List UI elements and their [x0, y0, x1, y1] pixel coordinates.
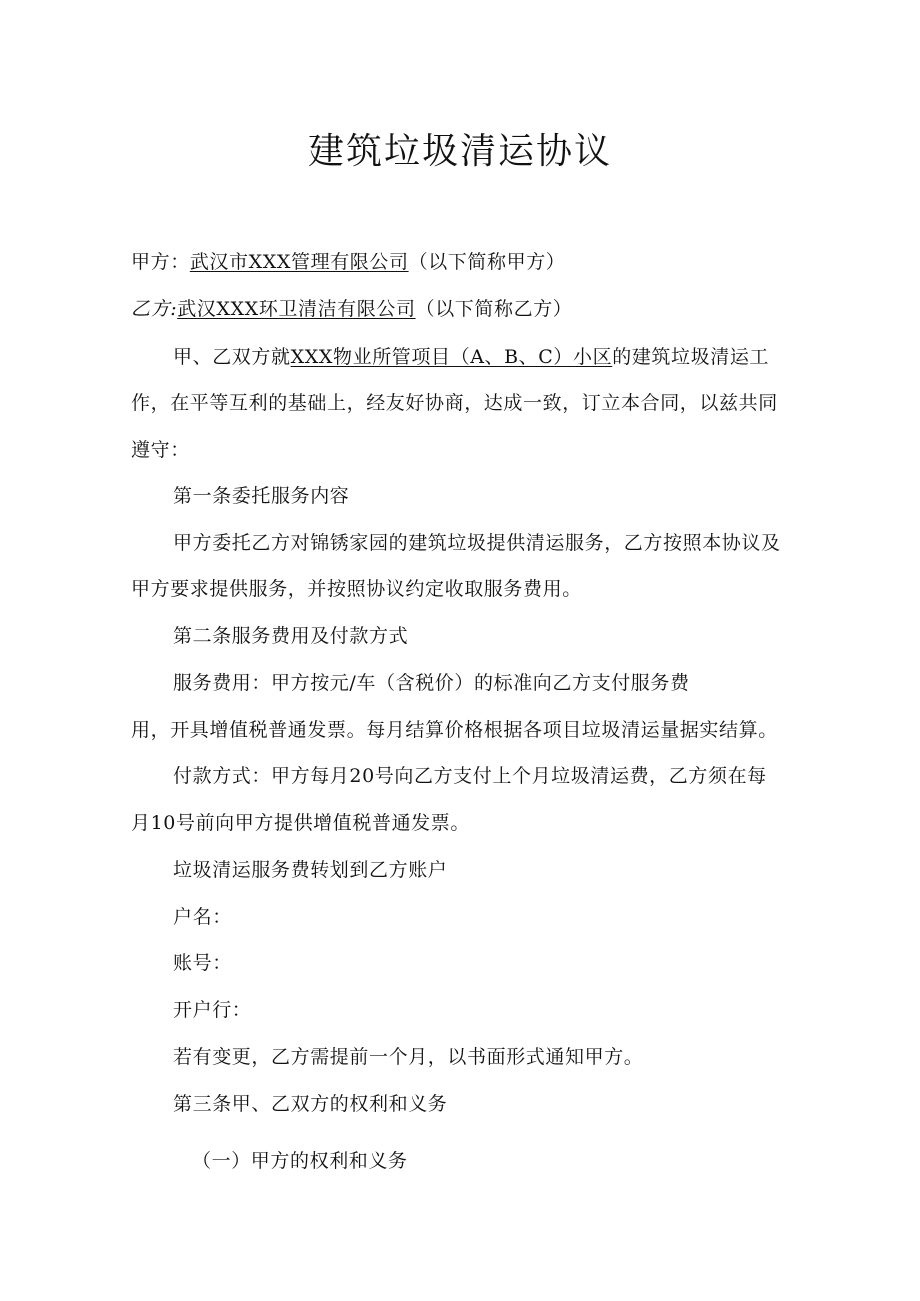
change-notice: 若有变更，乙方需提前一个月，以书面形式通知甲方。 — [173, 1046, 644, 1068]
article-2-heading: 第二条服务费用及付款方式 — [173, 625, 409, 647]
intro-line-1 — [173, 344, 769, 370]
account-bank-label: 开户行： — [173, 999, 252, 1021]
party-a-name: 武汉市XXX管理有限公司 — [189, 251, 409, 273]
fee-line-1: 服务费用：甲方按元/车（含税价）的标准向乙方支付服务费 — [173, 672, 690, 694]
intro-line-2: 作，在平等互利的基础上，经友好协商，达成一致，订立本合同，以兹共同 — [131, 392, 778, 414]
account-number-label: 账号： — [173, 952, 232, 974]
account-name-label: 户名： — [173, 906, 232, 928]
article-1-line-2: 甲方要求提供服务，并按照协议约定收取服务费用。 — [131, 578, 582, 600]
intro-line-3: 遵守： — [131, 439, 190, 461]
party-b-suffix: （以下简称乙方） — [415, 298, 573, 320]
article-3-heading: 第三条甲、乙双方的权利和义务 — [173, 1093, 448, 1115]
article-1-line-1: 甲方委托乙方对锦锈家园的建筑垃圾提供清运服务，乙方按照本协议及 — [173, 532, 781, 554]
fee-line-2: 用，开具增值税普通发票。每月结算价格根据各项目垃圾清运量据实结算。 — [131, 719, 778, 741]
intro-post: 的建筑垃圾清运工 — [612, 346, 770, 368]
article-1-heading: 第一条委托服务内容 — [173, 485, 350, 507]
payment-line-1: 付款方式：甲方每月20号向乙方支付上个月垃圾清运费，乙方须在每 — [173, 765, 767, 787]
party-a-line — [131, 249, 565, 275]
party-b-label: 乙方: — [131, 298, 178, 320]
party-a-label: 甲方： — [131, 251, 190, 273]
account-intro: 垃圾清运服务费转划到乙方账户 — [173, 859, 448, 881]
party-a-suffix: （以下简称甲方） — [408, 251, 566, 273]
document-title: 建筑垃圾清运协议 — [307, 131, 612, 172]
payment-line-2: 月10号前向甲方提供增值税普通发票。 — [131, 812, 470, 834]
intro-pre: 甲、乙双方就 — [173, 346, 291, 368]
intro-project: XXX物业所管项目（A、B、C）小区 — [290, 346, 613, 368]
party-b-name: 武汉XXX环卫清洁有限公司 — [177, 298, 416, 320]
article-3-sub-1: （一）甲方的权利和义务 — [192, 1150, 408, 1172]
party-b-line — [131, 296, 572, 322]
